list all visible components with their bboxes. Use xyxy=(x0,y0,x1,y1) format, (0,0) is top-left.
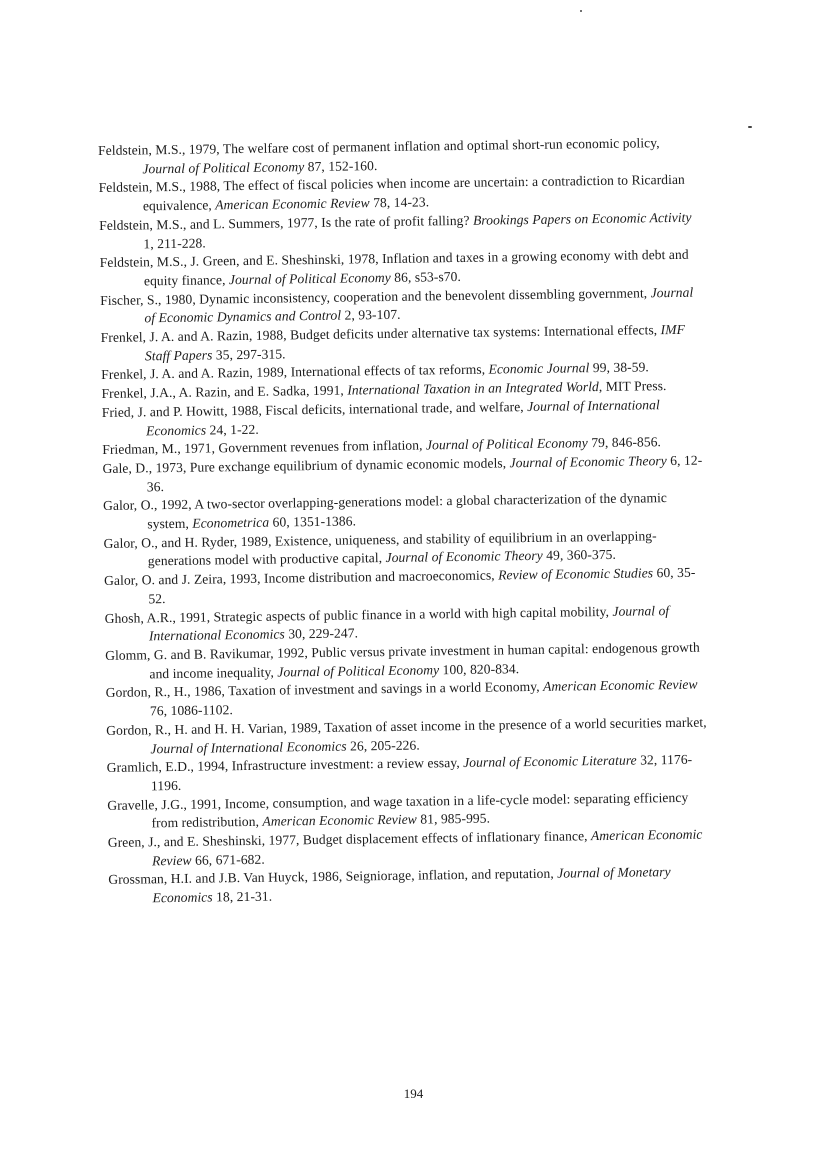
reference-entry: Frenkel, J. A. and A. Razin, 1988, Budget deficits under alternative tax systems: International effects, IMF Staff Papers 35, 297-315. xyxy=(100,321,686,364)
reference-entry: Gramlich, E.D., 1994, Infrastructure investment: a review essay, Journal of Economic Literature 32, 1176-1196. xyxy=(106,751,693,794)
reference-entry: Gordon, R., H., 1986, Taxation of investment and savings in a world Economy, American Economic Review 76, 1086-1102. xyxy=(105,677,698,719)
reference-entry: Gordon, R., H. and H. H. Varian, 1989, Taxation of asset income in the presence of a world securities market, Journal of International Economics 26, 205-226. xyxy=(106,714,707,756)
scan-speck xyxy=(748,126,752,128)
reference-entry: Feldstein, M.S., 1979, The welfare cost of permanent inflation and optimal short-run economic policy, Journal of Political Economy 87, 152-160. xyxy=(98,135,660,177)
scan-speck xyxy=(580,10,582,12)
reference-list xyxy=(98,134,714,909)
page-number: 194 xyxy=(403,1086,424,1101)
reference-entry: Frenkel, J.A., A. Razin, and E. Sadka, 1991, International Taxation in an Integrated World, MIT Press. xyxy=(101,378,667,402)
reference-entry: Ghosh, A.R., 1991, Strategic aspects of public finance in a world with high capital mobility, Journal of International Economics 30, 229-247. xyxy=(104,602,670,644)
reference-entry: Glomm, G. and B. Ravikumar, 1992, Public versus private investment in human capital: endogenous growth and income inequality, Journal of Political Economy 100, 820-834. xyxy=(105,639,700,682)
reference-entry: Feldstein, M.S., and L. Summers, 1977, Is the rate of profit falling? Brookings Papers on Economic Activity 1, 211-228. xyxy=(99,209,692,251)
reference-entry: Feldstein, M.S., J. Green, and E. Sheshinski, 1978, Inflation and taxes in a growing economy with debt and equity finance, Journal of Political Economy 86, s53-s70. xyxy=(99,246,689,289)
reference-entry: Feldstein, M.S., 1988, The effect of fiscal policies when income are uncertain: a contradiction to Ricardian equivalence, American Economic Review 78, 14-23. xyxy=(98,172,685,214)
reference-entry: Galor, O. and J. Zeira, 1993, Income distribution and macroeconomics, Review of Economic Studies 60, 35-52. xyxy=(104,564,696,607)
reference-entry: Fischer, S., 1980, Dynamic inconsistency, cooperation and the benevolent dissembling government, Journal of Economic Dynamics and Control 2, 93-107. xyxy=(100,284,694,326)
reference-entry: Galor, O., 1992, A two-sector overlapping-generations model: a global characterization of the dynamic system, Econometrica 60, 1351-1386. xyxy=(102,490,668,532)
reference-entry: Gale, D., 1973, Pure exchange equilibrium of dynamic economic models, Journal of Economic Theory 6, 12-36. xyxy=(102,452,703,495)
reference-entry: Friedman, M., 1971, Government revenues from inflation, Journal of Political Economy 79, 846-856. xyxy=(102,434,662,458)
reference-entry: Green, J., and E. Sheshinski, 1977, Budget displacement effects of inflationary finance, American Economic Review 66, 671-682. xyxy=(107,826,703,869)
reference-entry: Fried, J. and P. Howitt, 1988, Fiscal deficits, international trade, and welfare, Journal of International Economics 24, 1-22. xyxy=(101,397,660,438)
reference-entry: Grossman, H.I. and J.B. Van Huyck, 1986, Seigniorage, inflation, and reputation, Journal of Monetary Economics 18, 21-31. xyxy=(108,864,671,906)
reference-entry: Gravelle, J.G., 1991, Income, consumption, and wage taxation in a life-cycle model: separating efficiency from redistribution, American Economic Review 81, 985-995. xyxy=(107,789,689,831)
reference-entry: Frenkel, J. A. and A. Razin, 1989, International effects of tax reforms, Economic Journal 99, 38-59. xyxy=(101,359,649,383)
reference-entry: Galor, O., and H. Ryder, 1989, Existence, uniqueness, and stability of equilibrium in an overlapping-generations model with productive capital, Journal of Economic Theory 49, 360-375. xyxy=(103,528,657,569)
